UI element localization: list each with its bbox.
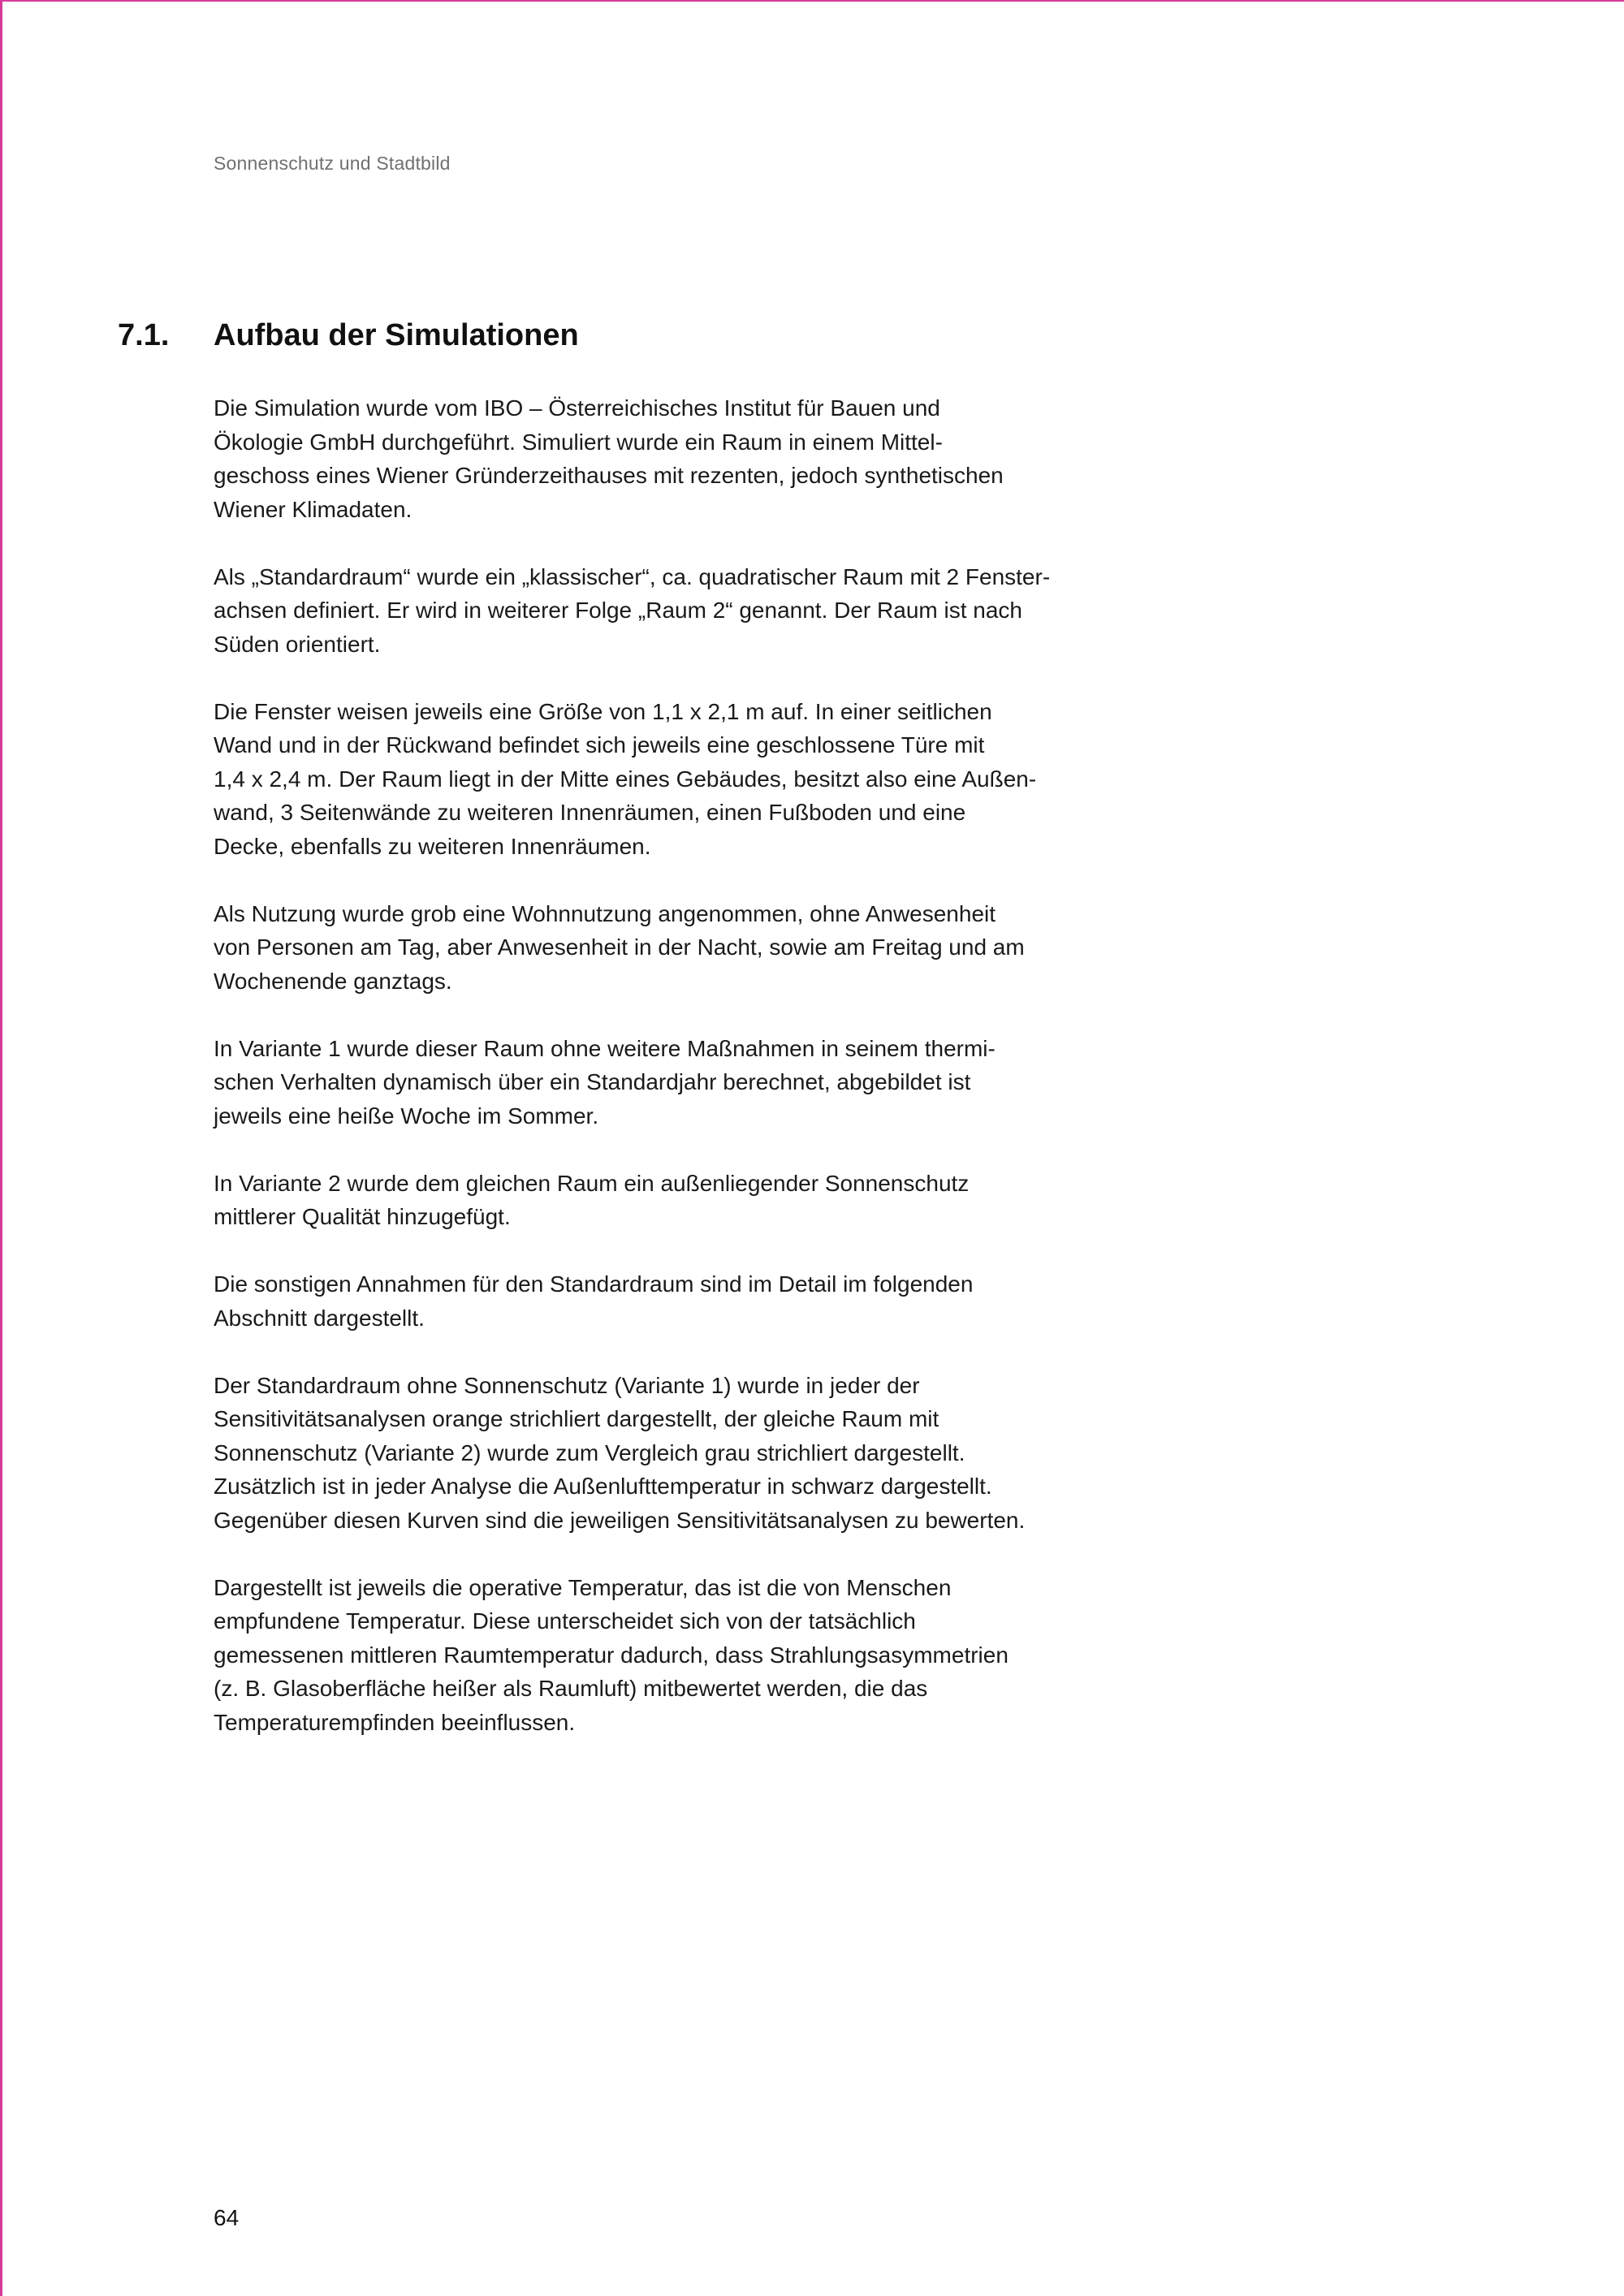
paragraph-line: geschoss eines Wiener Gründerzeithauses mit rezenten, jedoch synthetischen [214,463,1004,488]
paragraph-line: Die Fenster weisen jeweils eine Größe von 1,1 x 2,1 m auf. In einer seitlichen [214,698,992,724]
paragraph-line: Wand und in der Rückwand befindet sich jeweils eine geschlossene Türe mit [214,732,985,757]
paragraph-line: Wiener Klimadaten. [214,496,412,522]
paragraph-line: In Variante 2 wurde dem gleichen Raum ein außenliegender Sonnenschutz [214,1170,970,1196]
page-number: 64 [214,2205,240,2230]
paragraph [214,1571,1026,1740]
paragraph [214,695,1037,864]
paragraph-line: Die Simulation wurde vom IBO – Österreichisches Institut für Bauen und [214,395,940,421]
paragraph [214,1167,1026,1234]
paragraph-line: Sensitivitätsanalysen orange strichliert dargestellt, der gleiche Raum mit [214,1406,939,1431]
paragraph-line: Als Nutzung wurde grob eine Wohnnutzung angenommen, ohne Anwesenheit [214,900,996,926]
paragraph-line: gemessenen mittleren Raumtemperatur dadurch, dass Strahlungsasymmetrien [214,1642,1009,1668]
paragraph-line: Wochenende ganztags. [214,968,452,994]
paragraph-line: Sonnenschutz (Variante 2) wurde zum Vergleich grau strichliert dargestellt. [214,1439,965,1465]
paragraph-line: Ökologie GmbH durchgeführt. Simuliert wurde ein Raum in einem Mittel- [214,429,943,455]
paragraph-line: Dargestellt ist jeweils die operative Temperatur, das ist die von Menschen [214,1574,952,1600]
paragraph-line: Abschnitt dargestellt. [214,1305,425,1331]
paragraph-line: Süden orientiert. [214,631,381,657]
paragraph [214,391,1026,526]
paragraph-line: mittlerer Qualität hinzugefügt. [214,1204,511,1229]
paragraph-line: In Variante 1 wurde dieser Raum ohne weitere Maßnahmen in seinem thermi- [214,1035,996,1061]
paragraph-line: Als „Standardraum“ wurde ein „klassischer“, ca. quadratischer Raum mit 2 Fenster- [214,563,1051,589]
running-header: Sonnenschutz und Stadtbild [214,153,451,174]
paragraph [214,560,1051,662]
paragraph-line: Der Standardraum ohne Sonnenschutz (Variante 1) wurde in jeder der [214,1372,920,1398]
page-border-top [0,0,1624,2]
paragraph [214,897,1026,999]
paragraph-line: (z. B. Glasoberfläche heißer als Raumluft) mitbewertet werden, die das [214,1676,928,1701]
paragraph-line: schen Verhalten dynamisch über ein Standardjahr berechnet, abgebildet ist [214,1069,971,1094]
paragraph-line: Zusätzlich ist in jeder Analyse die Außenlufttemperatur in schwarz dargestellt. [214,1474,992,1499]
paragraph [214,1032,1026,1133]
paragraph-line: Gegenüber diesen Kurven sind die jeweiligen Sensitivitätsanalysen zu bewerten. [214,1507,1026,1533]
paragraph-line: empfundene Temperatur. Diese unterscheidet sich von der tatsächlich [214,1608,916,1634]
section-number: 7.1. [118,318,170,352]
paragraph-line: achsen definiert. Er wird in weiterer Folge „Raum 2“ genannt. Der Raum ist nach [214,598,1022,623]
paragraph-line: Temperaturempfinden beeinflussen. [214,1709,576,1735]
paragraph-line: von Personen am Tag, aber Anwesenheit in der Nacht, sowie am Freitag und am [214,934,1025,960]
paragraph-line: wand, 3 Seitenwände zu weiteren Innenräumen, einen Fußboden und eine [214,800,966,825]
body-text [214,391,1051,1773]
paragraph-line: 1,4 x 2,4 m. Der Raum liegt in der Mitte eines Gebäudes, besitzt also eine Außen- [214,766,1037,792]
page-border-left [0,0,2,2296]
paragraph [214,1369,1026,1538]
section-heading [118,318,579,353]
paragraph-line: Die sonstigen Annahmen für den Standardraum sind im Detail im folgenden [214,1271,974,1297]
paragraph-line: Decke, ebenfalls zu weiteren Innenräumen. [214,833,651,859]
section-title: Aufbau der Simulationen [214,318,579,352]
paragraph [214,1267,1026,1335]
paragraph-line: jeweils eine heiße Woche im Sommer. [214,1103,599,1129]
